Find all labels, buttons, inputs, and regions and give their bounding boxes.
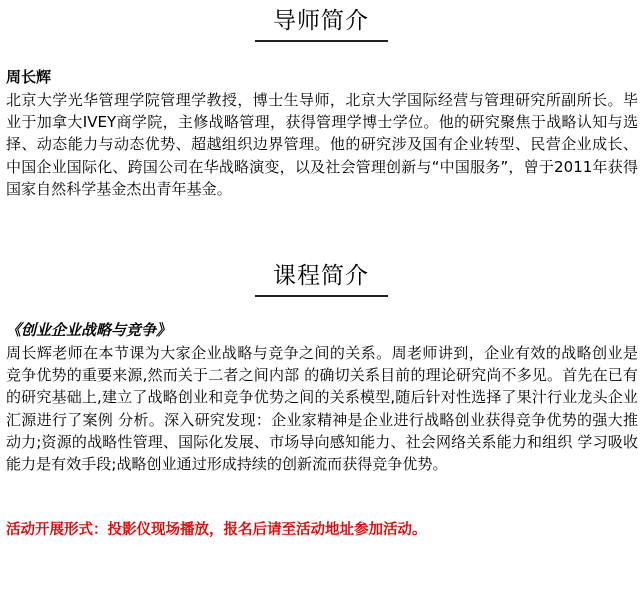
course-section-header xyxy=(0,261,642,291)
course-section-title: 课程简介 xyxy=(273,263,369,289)
mentor-section-header xyxy=(0,6,642,36)
course-description: 周长辉老师在本节课为大家企业战略与竞争之间的关系。周老师讲到，企业有效的战略创业是竞争优势的重要来源,然而关于二者之间内部 的确切关系目前的理论研究尚不多见。首先在已有的研究基础上,建立了战略创业和竞争优势之间的关系模型,随后针对性选择了果汁行业龙头企业汇源进行了案例 分析。深入研究发现：企业家精神是企业进行战略创业获得竞争优势的强大推动力;资源的战略性管理、国际化发展、市场导向感知能力、社会网络关系能力和组织 学习吸收能力是有效手段;战略创业通过形成持续的创新流而获得竞争优势。 xyxy=(6,344,638,474)
mentor-bio: 北京大学光华管理学院管理学教授，博士生导师，北京大学国际经营与管理研究所副所长。毕业于加拿大IVEY商学院，主修战略管理，获得管理学博士学位。他的研究聚焦于战略认知与选择、动态能力与动态优势、超越组织边界管理。他的研究涉及国有企业转型、民营企业成长、中国企业国际化、跨国公司在华战略演变，以及社会管理创新与“中国服务”，曾于2011年获得国家自然科学基金杰出青年基金。 xyxy=(6,91,638,198)
activity-note: 活动开展形式：投影仪现场播放，报名后请至活动地址参加活动。 xyxy=(6,522,427,538)
course-name: 《创业企业战略与竞争》 xyxy=(6,321,172,339)
mentor-section-divider xyxy=(255,40,388,42)
course-section-divider xyxy=(255,295,388,297)
mentor-section-title: 导师简介 xyxy=(273,8,369,34)
mentor-name: 周长辉 xyxy=(6,68,52,86)
